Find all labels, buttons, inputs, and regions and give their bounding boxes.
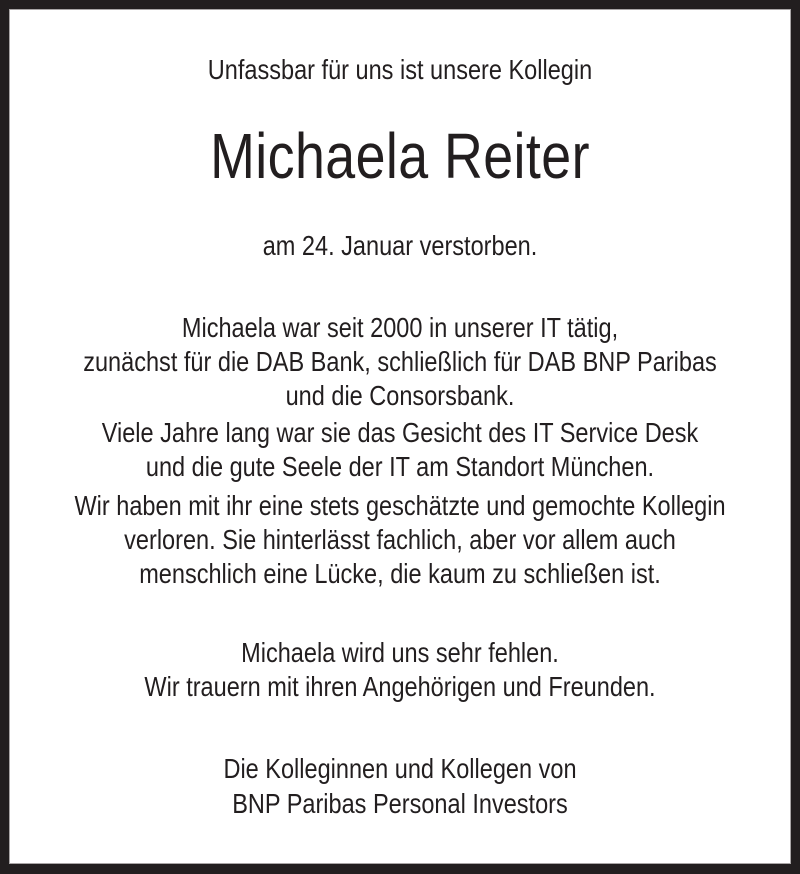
body-line: Michaela war seit 2000 in unserer IT tätig, [181, 312, 619, 343]
body-line: verloren. Sie hinterlässt fachlich, aber vor allem auch [124, 524, 676, 555]
death-date-line: am 24. Januar verstorben. [262, 230, 538, 261]
farewell-line: Wir trauern mit ihren Angehörigen und Freunden. [144, 671, 656, 702]
signature-line: Die Kolleginnen und Kollegen von [223, 753, 577, 784]
body-paragraph-3 [72, 489, 729, 591]
body-paragraph-1 [72, 311, 729, 413]
body-line: Viele Jahre lang war sie das Gesicht des IT Service Desk [101, 417, 699, 448]
farewell-paragraph [72, 636, 729, 704]
body-line: und die Consorsbank. [285, 380, 515, 411]
body-paragraph-2 [72, 416, 729, 484]
intro-line: Unfassbar für uns ist unsere Kollegin [207, 54, 593, 85]
body-line: Wir haben mit ihr eine stets geschätzte und gemochte Kollegin [74, 490, 726, 521]
signature-line: BNP Paribas Personal Investors [232, 788, 568, 819]
deceased-name: Michaela Reiter [210, 120, 590, 192]
body-line: und die gute Seele der IT am Standort München. [145, 451, 655, 482]
farewell-line: Michaela wird uns sehr fehlen. [241, 637, 559, 668]
body-line: zunächst für die DAB Bank, schließlich für DAB BNP Paribas [83, 346, 717, 377]
body-line: menschlich eine Lücke, die kaum zu schließen ist. [139, 558, 661, 589]
signature-block [72, 751, 729, 821]
